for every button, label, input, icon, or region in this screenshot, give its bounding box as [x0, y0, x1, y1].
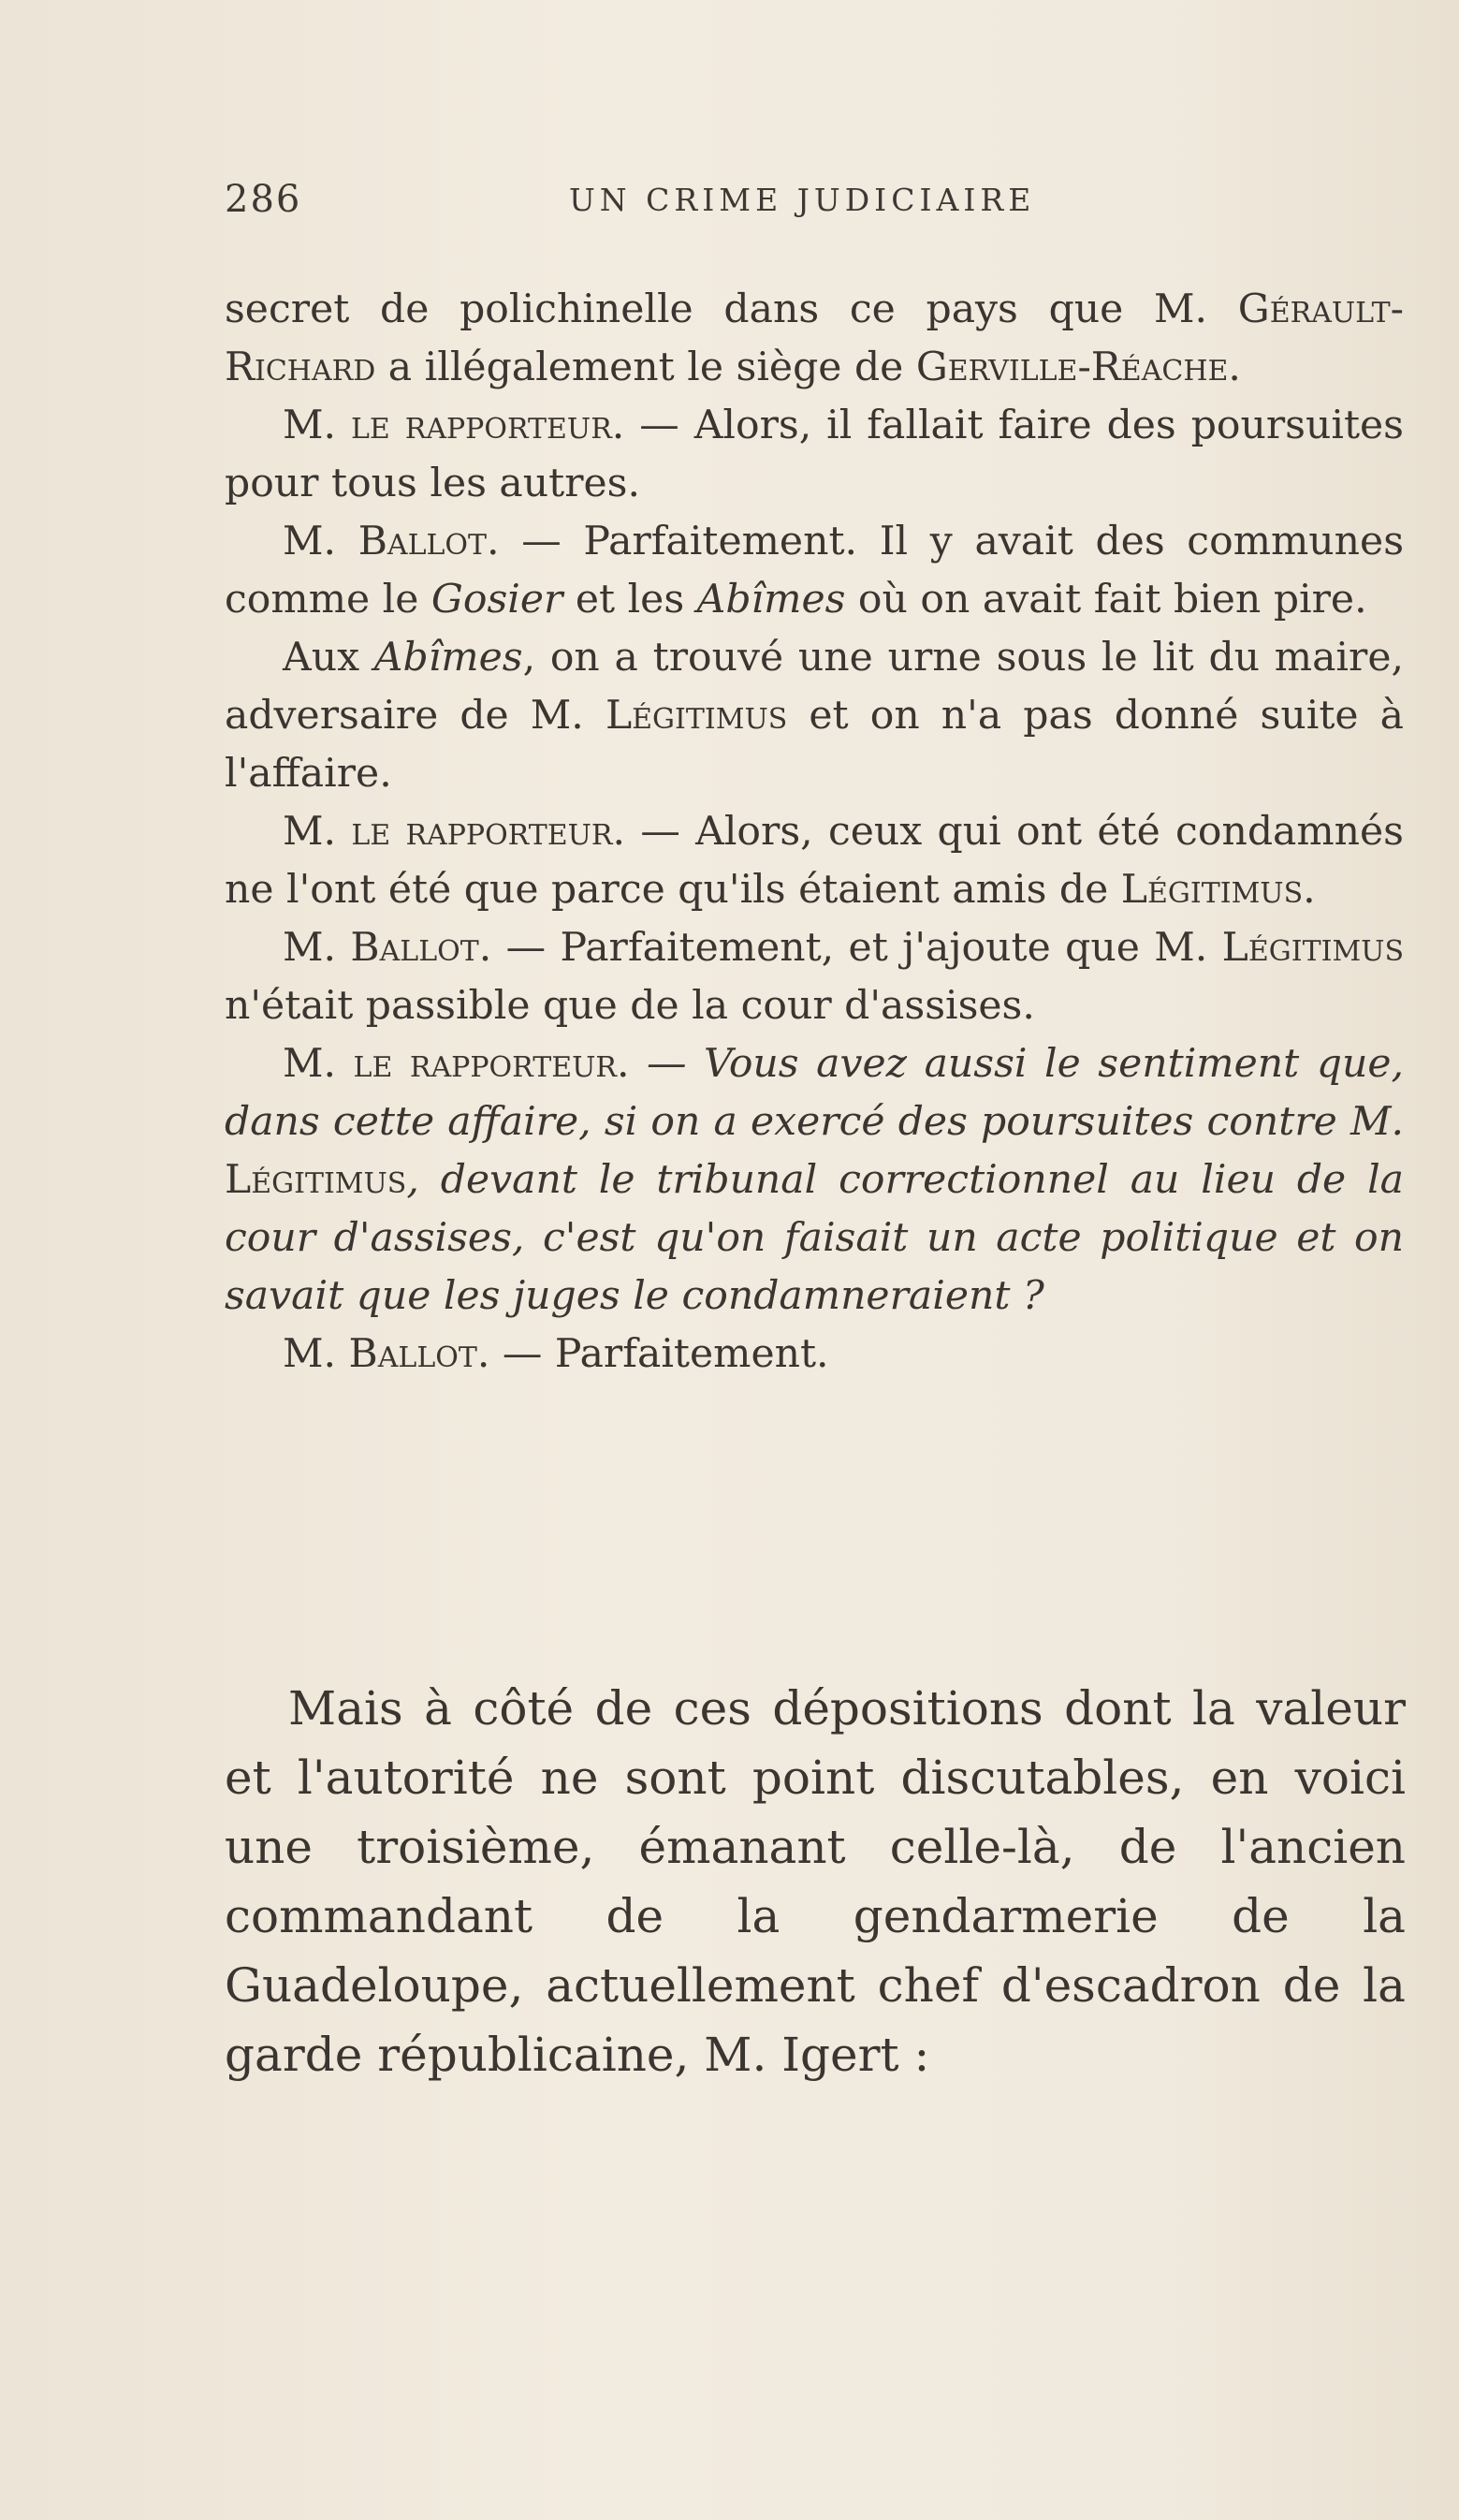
- closing-text: Mais à côté de ces dépositions dont la valeur et l'autorité ne sont point discutables, en voici une troisième, émanant celle-là, de l'ancien commandant de la gendarmerie de la Guadeloupe, actuellement chef d'escadron de la garde républicaine, M. Igert :: [225, 1681, 1406, 2082]
- text-run: a illégalement le siège de: [375, 344, 916, 390]
- running-title: UN CRIME JUDICIAIRE: [569, 182, 1036, 218]
- speaker-label: M. le rapporteur.: [283, 403, 625, 448]
- place-name: Gosier: [430, 577, 563, 623]
- speaker-label: M. Ballot.: [283, 519, 500, 564]
- speech-text: où on avait fait bien pire.: [845, 577, 1367, 623]
- person-name: Légitimus: [225, 1157, 407, 1203]
- speech-text: , devant le tribunal correctionnel au lieu de la cour d'assises, c'est qu'on faisait un acte politique et on savait que les juges le condamneraient ?: [225, 1157, 1404, 1319]
- speaker-label: M. Ballot.: [283, 1331, 490, 1377]
- dialogue-turn: [225, 1326, 1404, 1384]
- speech-text: n'était passible que de la cour d'assises.: [225, 983, 1035, 1029]
- dialogue-turn: [225, 1035, 1404, 1326]
- speech-text: .: [1303, 867, 1316, 913]
- dialogue-turn: [225, 513, 1404, 629]
- person-name: Gerville-Réache: [915, 344, 1229, 390]
- speech-text: Aux: [283, 635, 374, 681]
- person-name: Légitimus: [605, 693, 788, 739]
- person-name: Légitimus: [1221, 925, 1404, 971]
- text-run: secret de polichinelle dans ce pays que M.: [225, 286, 1238, 332]
- speech-text: — Parfaitement, et j'ajoute que M.: [491, 925, 1222, 971]
- place-name: Abîmes: [373, 635, 523, 681]
- speech-text: , on a trouvé une urne sous le lit du maire, adversaire de M.: [225, 635, 1404, 739]
- speech-text: — Parfaitement. Il y avait des communes comme le: [225, 519, 1405, 623]
- page-number: 286: [225, 178, 302, 221]
- person-name: Gérault-Richard: [225, 286, 1404, 390]
- person-name: Légitimus: [1120, 867, 1304, 913]
- dialogue-turn: [225, 803, 1404, 919]
- dialogue-turn: [225, 919, 1404, 1035]
- page-header: [215, 178, 1432, 225]
- closing-paragraph: [225, 1674, 1406, 2089]
- speaker-label: M. le rapporteur.: [283, 1041, 630, 1087]
- testimony-dialogue: [225, 281, 1404, 1384]
- dialogue-turn: [225, 397, 1404, 513]
- dialogue-turn: [225, 629, 1404, 803]
- speech-text: — Vous avez aussi le sentiment que, dans cette affaire, si on a exercé des poursuites contre M.: [225, 1041, 1404, 1145]
- speaker-label: M. Ballot.: [283, 925, 492, 971]
- speech-text: — Alors, ceux qui ont été condamnés ne l'ont été que parce qu'ils étaient amis de: [225, 809, 1404, 913]
- speech-text: — Alors, il fallait faire des poursuites pour tous les autres.: [225, 403, 1404, 506]
- speaker-label: M. le rapporteur.: [283, 809, 626, 855]
- speech-text: et on n'a pas donné suite à l'affaire.: [225, 693, 1404, 797]
- paragraph-continuation: [225, 281, 1404, 397]
- speech-text: et les: [562, 577, 697, 623]
- place-name: Abîmes: [696, 577, 846, 623]
- speech-text: — Parfaitement.: [489, 1331, 829, 1377]
- text-run: .: [1228, 344, 1241, 390]
